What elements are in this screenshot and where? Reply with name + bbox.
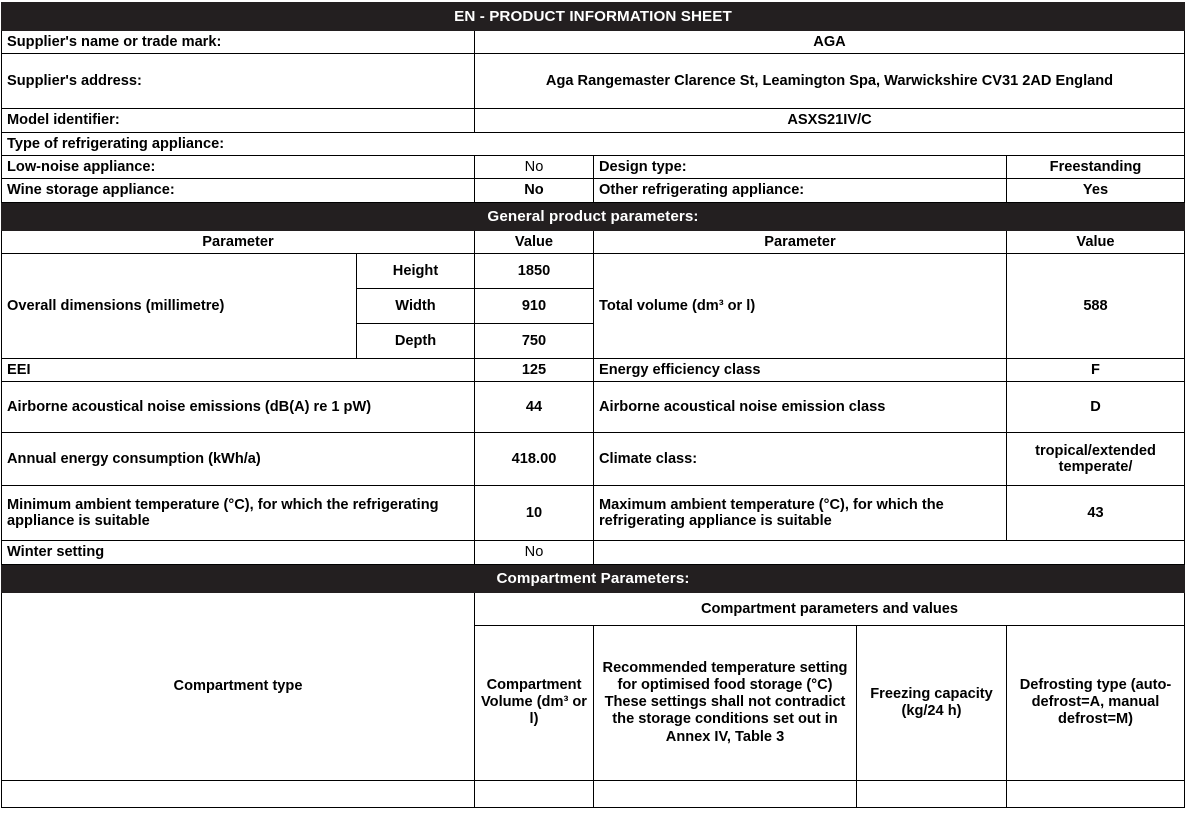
- column-header-parameter-right: Parameter: [594, 230, 1007, 253]
- dimension-height-value: 1850: [475, 254, 594, 289]
- table-row-model-identifier: [2, 109, 1185, 132]
- winter-setting-label: Winter setting: [2, 541, 475, 564]
- table-row-wine-storage: [2, 179, 1185, 202]
- design-type-value: Freestanding: [1007, 156, 1185, 179]
- appliance-type-section-label: Type of refrigerating appliance:: [2, 132, 1185, 155]
- table-row-general-column-headers: [2, 230, 1185, 253]
- dimension-depth-value: 750: [475, 324, 594, 359]
- energy-efficiency-class-label: Energy efficiency class: [594, 359, 1007, 382]
- max-ambient-label: Maximum ambient temperature (°C), for which the refrigerating appliance is suitable: [594, 486, 1007, 541]
- table-row-annual-energy: [2, 433, 1185, 486]
- annual-energy-value: 418.00: [475, 433, 594, 486]
- overall-dimensions-label: Overall dimensions (millimetre): [2, 254, 357, 359]
- table-row-compartment-band: [2, 564, 1185, 592]
- climate-class-label: Climate class:: [594, 433, 1007, 486]
- table-row-supplier-address: [2, 54, 1185, 109]
- product-information-sheet: [0, 2, 1185, 816]
- noise-emissions-label: Airborne acoustical noise emissions (dB(A) re 1 pW): [2, 382, 475, 433]
- noise-emission-class-value: D: [1007, 382, 1185, 433]
- climate-class-value: tropical/extended temperate/: [1007, 433, 1185, 486]
- max-ambient-value: 43: [1007, 486, 1185, 541]
- low-noise-value: No: [475, 156, 594, 179]
- noise-emissions-value: 44: [475, 382, 594, 433]
- supplier-address-value: Aga Rangemaster Clarence St, Leamington Spa, Warwickshire CV31 2AD England: [475, 54, 1185, 109]
- min-ambient-label: Minimum ambient temperature (°C), for which the refrigerating appliance is suitable: [2, 486, 475, 541]
- dimension-width-label: Width: [357, 289, 475, 324]
- table-row-title: [2, 3, 1185, 31]
- eei-value: 125: [475, 359, 594, 382]
- low-noise-label: Low-noise appliance:: [2, 156, 475, 179]
- noise-emission-class-label: Airborne acoustical noise emission class: [594, 382, 1007, 433]
- table-row-winter-setting: [2, 541, 1185, 564]
- table-row-noise-emissions: [2, 382, 1185, 433]
- dimension-width-value: 910: [475, 289, 594, 324]
- table-row-supplier-name: [2, 31, 1185, 54]
- winter-setting-empty-cell: [594, 541, 1185, 564]
- model-identifier-value: ASXS21IV/C: [475, 109, 1185, 132]
- freezing-capacity-label: Freezing capacity (kg/24 h): [857, 625, 1007, 780]
- general-parameters-band-title: General product parameters:: [2, 202, 1185, 230]
- compartment-volume-cell: [475, 780, 594, 807]
- defrosting-type-cell: [1007, 780, 1185, 807]
- compartment-type-label: Compartment type: [2, 592, 475, 780]
- table-row-general-parameters-band: [2, 202, 1185, 230]
- dimension-depth-label: Depth: [357, 324, 475, 359]
- table-row-low-noise: [2, 156, 1185, 179]
- wine-storage-label: Wine storage appliance:: [2, 179, 475, 202]
- table-row-dimension-height: [2, 254, 1185, 289]
- eei-label: EEI: [2, 359, 475, 382]
- total-volume-label: Total volume (dm³ or l): [594, 254, 1007, 359]
- supplier-name-label: Supplier's name or trade mark:: [2, 31, 475, 54]
- sheet-title: EN - PRODUCT INFORMATION SHEET: [2, 3, 1185, 31]
- freezing-capacity-cell: [857, 780, 1007, 807]
- min-ambient-value: 10: [475, 486, 594, 541]
- supplier-address-label: Supplier's address:: [2, 54, 475, 109]
- table-row-compartment-values-header: [2, 592, 1185, 625]
- compartment-type-cell: [2, 780, 475, 807]
- table-row-ambient-temperature: [2, 486, 1185, 541]
- column-header-parameter-left: Parameter: [2, 230, 475, 253]
- table-row-eei: [2, 359, 1185, 382]
- product-information-table: [1, 2, 1185, 808]
- winter-setting-value: No: [475, 541, 594, 564]
- energy-efficiency-class-value: F: [1007, 359, 1185, 382]
- annual-energy-label: Annual energy consumption (kWh/a): [2, 433, 475, 486]
- wine-storage-value: No: [475, 179, 594, 202]
- compartment-parameters-band-title: Compartment Parameters:: [2, 564, 1185, 592]
- compartment-values-header: Compartment parameters and values: [475, 592, 1185, 625]
- recommended-temperature-cell: [594, 780, 857, 807]
- compartment-volume-label: Compartment Volume (dm³ or l): [475, 625, 594, 780]
- model-identifier-label: Model identifier:: [2, 109, 475, 132]
- other-refrigerating-label: Other refrigerating appliance:: [594, 179, 1007, 202]
- table-row-compartment-data-truncated: [2, 780, 1185, 807]
- other-refrigerating-value: Yes: [1007, 179, 1185, 202]
- column-header-value-right: Value: [1007, 230, 1185, 253]
- total-volume-value: 588: [1007, 254, 1185, 359]
- column-header-value-left: Value: [475, 230, 594, 253]
- defrosting-type-label: Defrosting type (auto-defrost=A, manual defrost=M): [1007, 625, 1185, 780]
- dimension-height-label: Height: [357, 254, 475, 289]
- design-type-label: Design type:: [594, 156, 1007, 179]
- supplier-name-value: AGA: [475, 31, 1185, 54]
- table-row-appliance-type-heading: [2, 132, 1185, 155]
- recommended-temperature-label: Recommended temperature setting for optimised food storage (°C) These settings shall not contradict the storage conditions set out in Annex IV, Table 3: [594, 625, 857, 780]
